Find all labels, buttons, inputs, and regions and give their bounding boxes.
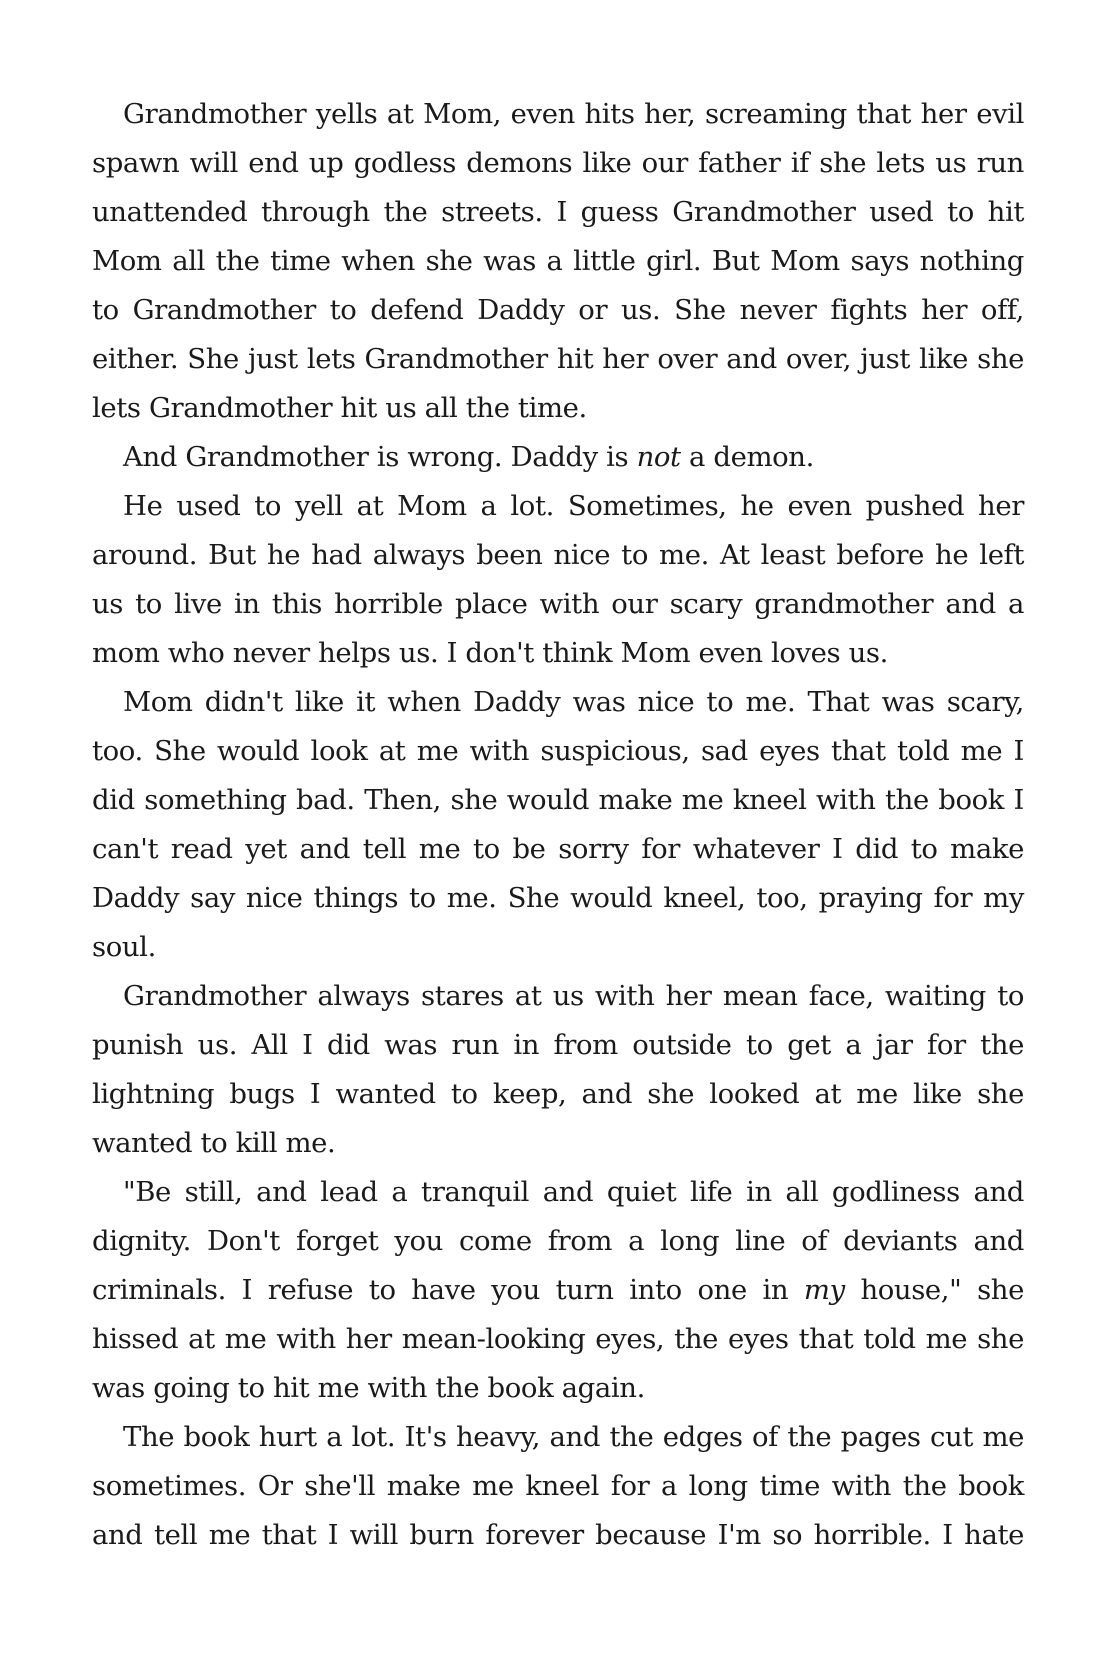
text-segment: Mom didn't like it when Daddy was nice to me. That was scary, too. She would look at me with suspicious, sad eyes that told me I did something bad. Then, she would make me kneel with the book I can't read yet and tell me to be sorry for whatever I did to make Daddy say nice things to me. She would kneel, too, praying for my soul. [92,686,1024,963]
paragraph [92,972,1024,1168]
italic-emphasis: not [636,441,681,473]
paragraph [92,1168,1024,1413]
text-segment: a demon. [680,441,814,473]
italic-emphasis: my [803,1274,845,1306]
paragraph [92,482,1024,678]
text-segment: He used to yell at Mom a lot. Sometimes, he even pushed her around. But he had always been nice to me. At least before he left us to live in this horrible place with our scary grandmother and a mom who never helps us. I don't think Mom even loves us. [92,490,1024,669]
text-segment: "Be still, and lead a tranquil and quiet life in all godliness and dignity. Don't forget you come from a long line of deviants and criminals. I refuse to have you turn into one in [92,1176,1024,1306]
text-segment: house," she hissed at me with her mean-looking eyes, the eyes that told me she was going to hit me with the book again. [92,1274,1024,1404]
paragraph [92,678,1024,972]
document-page [92,90,1024,1560]
text-segment: Grandmother always stares at us with her mean face, waiting to punish us. All I did was run in from outside to get a jar for the lightning bugs I wanted to keep, and she looked at me like she wanted to kill me. [92,980,1024,1159]
text-segment: And Grandmother is wrong. Daddy is [123,441,637,473]
paragraph [92,90,1024,433]
paragraph-continued [92,1413,1024,1560]
text-segment: Grandmother yells at Mom, even hits her, screaming that her evil spawn will end up godless demons like our father if she lets us run unattended through the streets. I guess Grandmother used to hit Mom all the time when she was a little girl. But Mom says nothing to Grandmother to defend Daddy or us. She never fights her off, either. She just lets Grandmother hit her over and over, just like she lets Grandmother hit us all the time. [92,98,1024,424]
paragraph [92,433,1024,482]
text-segment: The book hurt a lot. It's heavy, and the edges of the pages cut me sometimes. Or she'll make me kneel for a long time with the book and tell me that I will burn forever because I'm so horrible. I hate [92,1421,1024,1551]
